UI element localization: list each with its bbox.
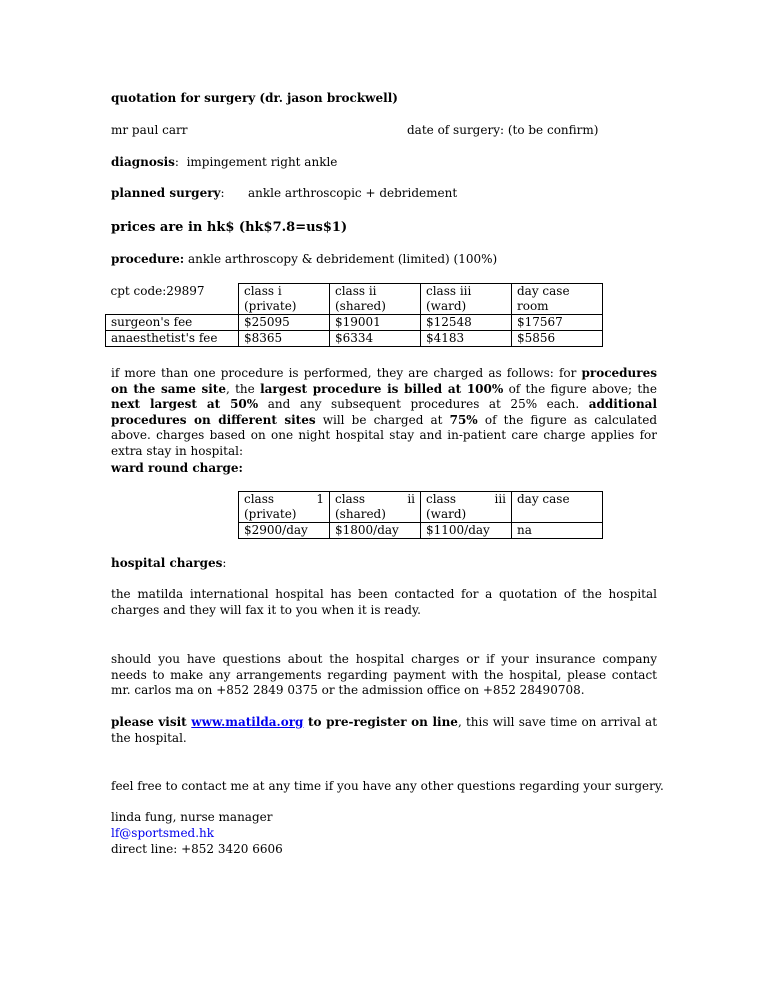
ward-round-table	[238, 491, 603, 539]
fee-table	[105, 283, 603, 347]
planned-surgery-value: ankle arthroscopic + debridement	[248, 186, 458, 200]
hospital-charges-heading: hospital charges	[111, 556, 223, 570]
fee-table-header-row	[106, 284, 603, 315]
surgery-date: date of surgery: (to be confirm)	[407, 123, 599, 137]
ward-round-heading: ward round charge:	[111, 461, 243, 475]
preregister-paragraph: please visit www.matilda.org to pre-register on line, this will save time on arrival at the hospital.	[111, 715, 658, 745]
hospital-charges-text: the matilda international hospital has been contacted for a quotation of the hospital charges and they will fax it to you when it is ready.	[111, 587, 657, 617]
diagnosis-line: diagnosis: impingement right ankle	[111, 155, 338, 169]
questions-paragraph: should you have questions about the hospital charges or if your insurance company needs to make any arrangements regarding payment with the hospital, please contact mr. carlos ma on +852 2849 0375 or the admission office on +852 28490708.	[111, 652, 657, 697]
prices-note: prices are in hk$ (hk$7.8=us$1)	[111, 220, 348, 235]
patient-name: mr paul carr	[111, 123, 188, 137]
diagnosis-label: diagnosis	[111, 155, 175, 169]
column-header: class 1 (private)	[239, 492, 330, 523]
table-cell: $2900/day	[239, 523, 330, 539]
ward-table-header-row	[239, 492, 603, 523]
contact-text: feel free to contact me at any time if you have any other questions regarding your surgery.	[111, 779, 664, 793]
table-cell: $17567	[512, 315, 603, 331]
matilda-website-link[interactable]: www.matilda.org	[191, 715, 304, 729]
table-cell: $5856	[512, 331, 603, 347]
signature-name: linda fung, nurse manager	[111, 810, 273, 824]
email-address[interactable]: lf@sportsmed.hk	[111, 826, 215, 840]
column-header: class ii (shared)	[330, 284, 421, 315]
table-cell: $1800/day	[330, 523, 421, 539]
direct-line: direct line: +852 3420 6606	[111, 842, 283, 856]
multi-procedure-paragraph: if more than one procedure is performed, they are charged as follows: for procedures on the same site, the largest procedure is billed at 100% of the figure above; the next largest at 50% and any subsequent procedures at 25% each. additional procedures on different sites will be charged at 75% of the figure as calculated above. charges based on one night hospital stay and in-patient care charge applies for extra stay in hospital:	[111, 366, 658, 458]
column-header: class i (private)	[239, 284, 330, 315]
planned-surgery-label-line: planned surgery:	[111, 186, 225, 200]
row-label: anaesthetist's fee	[106, 331, 239, 347]
column-header: class iii (ward)	[421, 492, 512, 523]
column-header: day case room	[512, 284, 603, 315]
table-cell: $1100/day	[421, 523, 512, 539]
table-cell: $12548	[421, 315, 512, 331]
procedure-value: ankle arthroscopy & debridement (limited) (100%)	[188, 252, 498, 266]
table-cell: $8365	[239, 331, 330, 347]
table-cell: $25095	[239, 315, 330, 331]
table-cell: $6334	[330, 331, 421, 347]
table-row	[106, 331, 603, 347]
document-title: quotation for surgery (dr. jason brockwell)	[111, 91, 398, 105]
column-header: day case	[512, 492, 603, 523]
cpt-code: cpt code:29897	[110, 283, 205, 298]
hospital-charges-heading-line: hospital charges:	[111, 556, 227, 570]
column-header: class iii (ward)	[421, 284, 512, 315]
table-row	[239, 523, 603, 539]
diagnosis-value: impingement right ankle	[186, 155, 338, 169]
procedure-line	[111, 252, 497, 268]
column-header: class ii (shared)	[330, 492, 421, 523]
table-cell: $4183	[421, 331, 512, 347]
table-cell: $19001	[330, 315, 421, 331]
table-cell: na	[512, 523, 603, 539]
row-label: surgeon's fee	[106, 315, 239, 331]
email-link[interactable]	[111, 826, 214, 842]
table-row	[106, 315, 603, 331]
procedure-label: procedure:	[111, 252, 185, 266]
planned-surgery-label: planned surgery	[111, 186, 221, 200]
